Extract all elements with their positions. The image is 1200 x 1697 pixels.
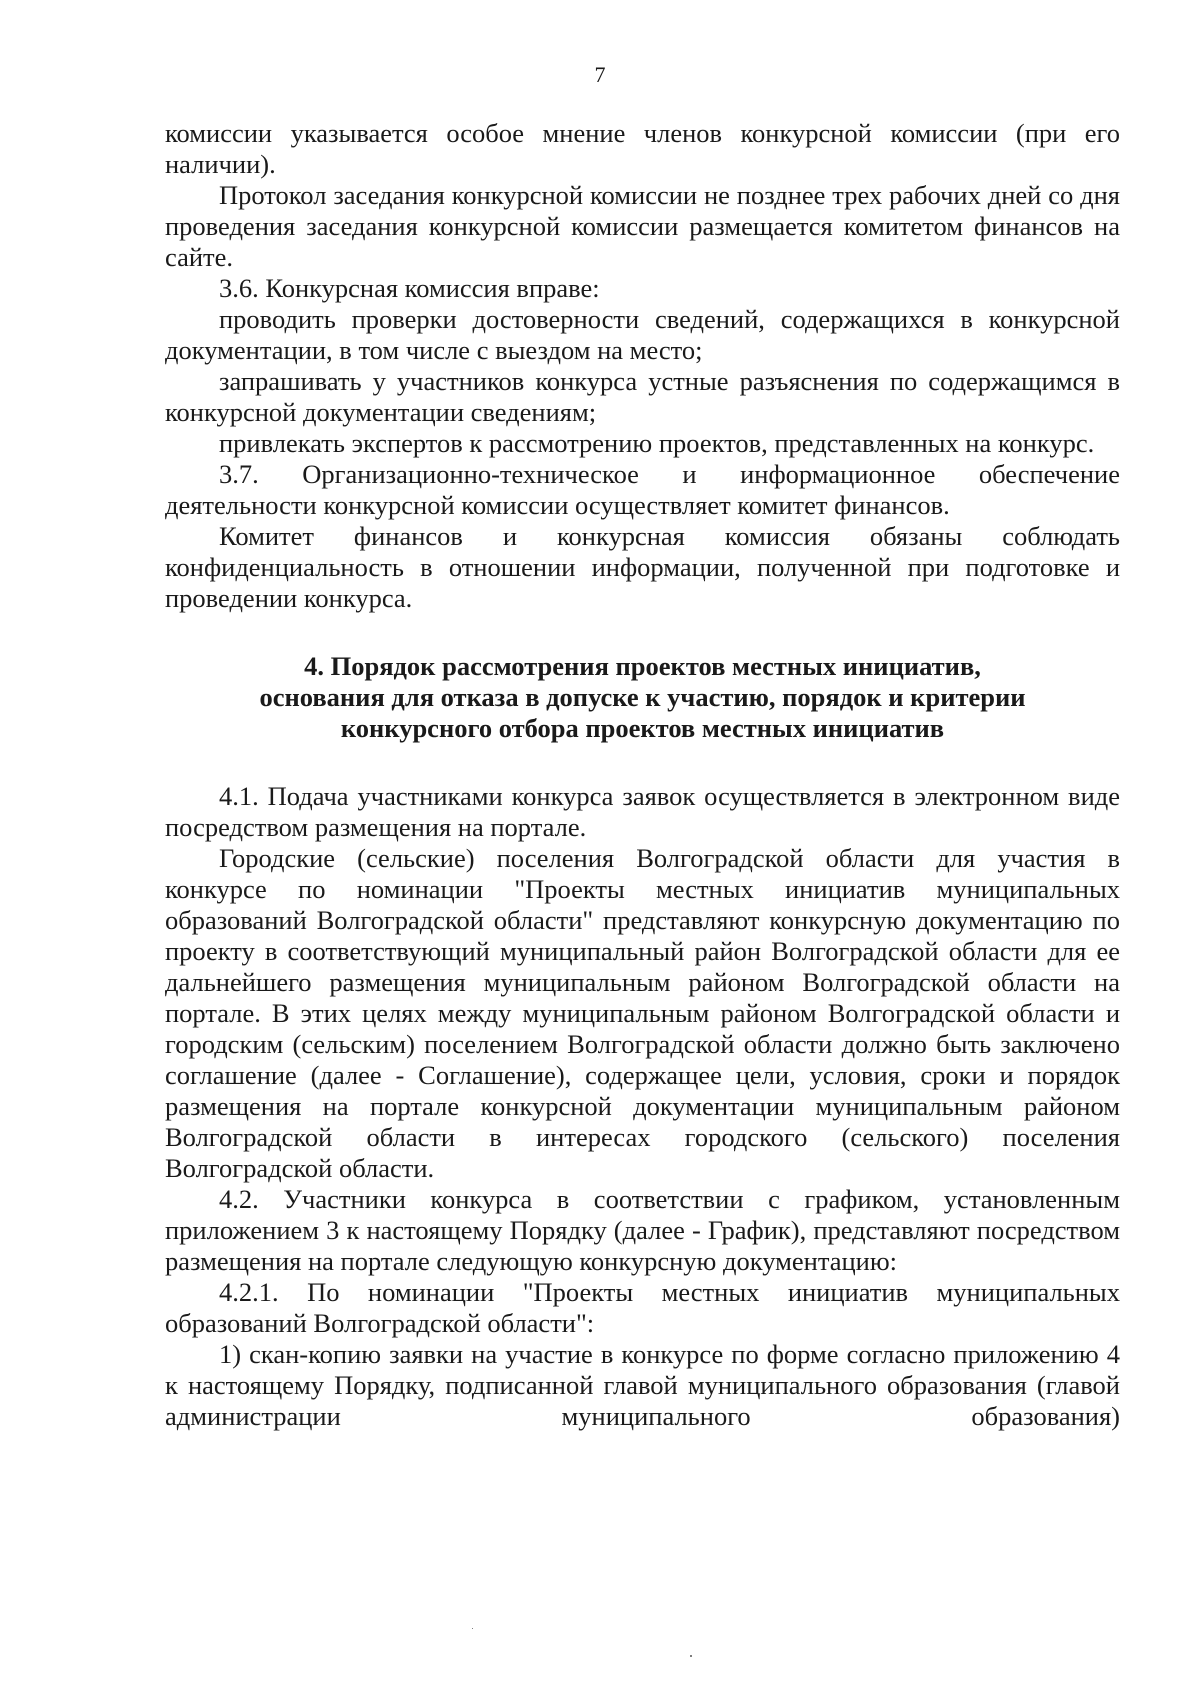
paragraph: привлекать экспертов к рассмотрению проектов, представленных на конкурс. xyxy=(219,428,1095,458)
paragraph: 3.7. Организационно-техническое и информационное обеспечение деятельности конкурсной комиссии осуществляет комитет финансов. xyxy=(165,459,1120,520)
paragraph: Протокол заседания конкурсной комиссии не позднее трех рабочих дней со дня проведения заседания конкурсной комиссии размещается комитетом финансов на сайте. xyxy=(165,180,1120,272)
document-body xyxy=(165,118,1120,1432)
scan-speck xyxy=(690,1655,692,1657)
scan-speck xyxy=(472,1628,473,1629)
paragraph: Комитет финансов и конкурсная комиссия обязаны соблюдать конфиденциальность в отношении информации, полученной при подготовке и проведении конкурса. xyxy=(165,521,1120,613)
paragraph: 3.6. Конкурсная комиссия вправе: xyxy=(219,273,600,303)
paragraph: 4.1. Подача участниками конкурса заявок осуществляется в электронном виде посредством размещения на портале. xyxy=(165,781,1120,842)
paragraph: 4.2. Участники конкурса в соответствии с графиком, установленным приложением 3 к настоящему Порядку (далее - График), представляют посредством размещения на портале следующую конкурсную документацию: xyxy=(165,1184,1120,1276)
page-number: 7 xyxy=(594,62,606,87)
section-heading-line: 4. Порядок рассмотрения проектов местных инициатив, xyxy=(304,651,981,681)
section-heading-line: основания для отказа в допуске к участию, порядок и критерии xyxy=(259,682,1026,712)
section-heading xyxy=(165,651,1120,744)
paragraph: 1) скан-копию заявки на участие в конкурсе по форме согласно приложению 4 к настоящему Порядку, подписанной главой муниципального образования (главой администрации муниципального образования) xyxy=(165,1339,1120,1431)
paragraph: проводить проверки достоверности сведений, содержащихся в конкурсной документации, в том числе с выездом на место; xyxy=(165,304,1120,365)
paragraph: комиссии указывается особое мнение членов конкурсной комиссии (при его наличии). xyxy=(165,118,1120,179)
paragraph: Городские (сельские) поселения Волгоградской области для участия в конкурсе по номинации "Проекты местных инициатив муниципальных образований Волгоградской области" представляют конкурсную документацию по проекту в соответствующий муниципальный район Волгоградской области для ее дальнейшего размещения муниципальным районом Волгоградской области на портале. В этих целях между муниципальным районом Волгоградской области и городским (сельским) поселением Волгоградской области должно быть заключено соглашение (далее - Соглашение), содержащее цели, условия, сроки и порядок размещения на портале конкурсной документации муниципальным районом Волгоградской области в интересах городского (сельского) поселения Волгоградской области. xyxy=(165,843,1120,1183)
section-heading-line: конкурсного отбора проектов местных инициатив xyxy=(340,713,945,743)
paragraph: запрашивать у участников конкурса устные разъяснения по содержащимся в конкурсной документации сведениям; xyxy=(165,366,1120,427)
paragraph: 4.2.1. По номинации "Проекты местных инициатив муниципальных образований Волгоградской области": xyxy=(165,1277,1120,1338)
